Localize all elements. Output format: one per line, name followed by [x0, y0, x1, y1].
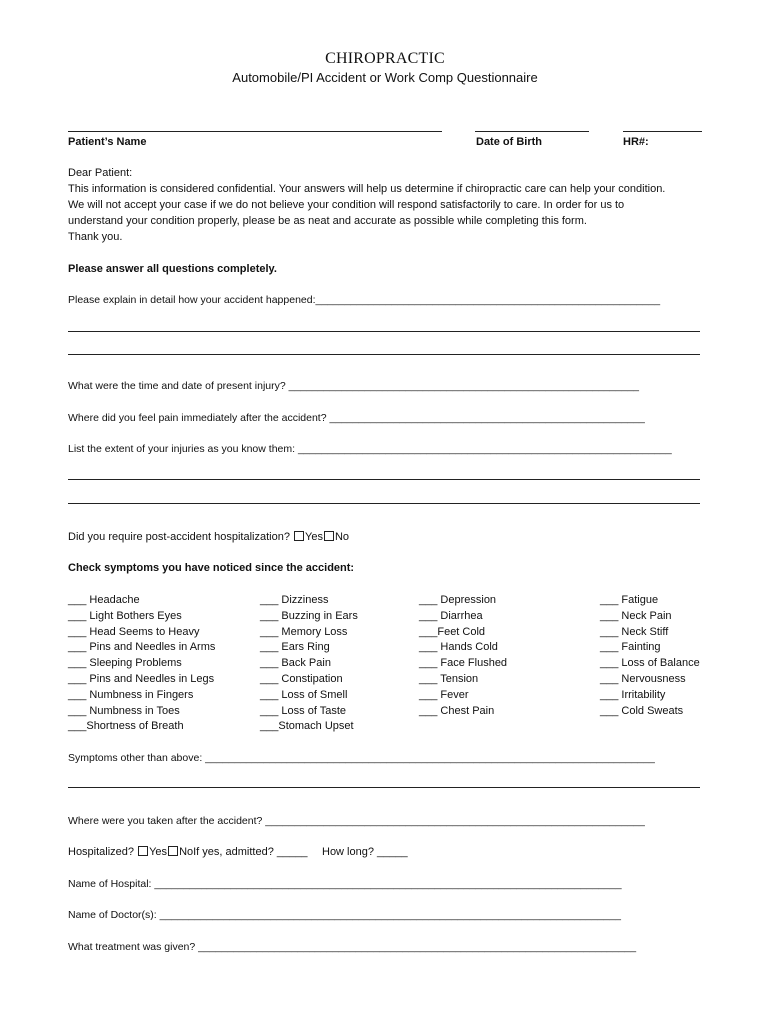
symptom-item[interactable]: ___ Tension [419, 673, 479, 685]
taken-where-question[interactable]: Where were you taken after the accident? _________________________________________________________________ [68, 815, 645, 827]
pain-where-question[interactable]: Where did you feel pain immediately after the accident? ______________________________________________________ [68, 412, 645, 424]
hospitalized-no-checkbox[interactable] [168, 846, 178, 856]
symptom-item[interactable]: ___ Nervousness [600, 673, 686, 685]
dob-field[interactable] [475, 131, 589, 132]
hospitalized-yes-label: Yes [149, 846, 168, 858]
symptoms-other-question[interactable]: Symptoms other than above: _____________________________________________________________________________ [68, 752, 655, 764]
hospitalization-no-checkbox[interactable] [324, 531, 334, 541]
instruction: Please answer all questions completely. [68, 263, 277, 275]
symptom-item[interactable]: ___Feet Cold [419, 625, 486, 638]
form-title: CHIROPRACTIC [325, 50, 445, 67]
symptom-item[interactable]: ___ Cold Sweats [600, 704, 684, 717]
treatment-question[interactable]: What treatment was given? ___________________________________________________________________________ [68, 941, 637, 953]
symptom-item[interactable]: ___ Back Pain [260, 657, 331, 670]
symptom-item[interactable]: ___ Fatigue [600, 594, 659, 606]
symptom-item[interactable]: ___ Sleeping Problems [68, 657, 182, 670]
hospitalized-question [68, 846, 307, 858]
accident-explain-question[interactable]: Please explain in detail how your accident happened:___________________________________________________________ [68, 294, 661, 306]
answer-line[interactable] [68, 503, 700, 504]
hospitalized-label: Hospitalized? [68, 846, 135, 858]
answer-line[interactable] [68, 787, 700, 788]
hospitalized-rest-label: NoIf yes, admitted? _____ [179, 846, 308, 858]
doctor-name-question[interactable]: Name of Doctor(s): _______________________________________________________________________________ [68, 909, 621, 921]
symptom-item[interactable]: ___ Diarrhea [419, 609, 483, 622]
hospitalized-yes-checkbox[interactable] [138, 846, 148, 856]
symptom-item[interactable]: ___ Irritability [600, 688, 666, 701]
intro-line-1: This information is considered confidential. Your answers will help us determine if chiropractic care can help your condition. [68, 183, 666, 195]
symptom-item[interactable]: ___ Numbness in Toes [68, 704, 180, 717]
patient-name-field[interactable] [68, 131, 442, 132]
symptom-item[interactable]: ___ Pins and Needles in Arms [68, 641, 216, 654]
hospitalization-label: Did you require post-accident hospitalization? [68, 531, 290, 543]
answer-line[interactable] [68, 479, 700, 480]
hr-field[interactable] [623, 131, 702, 132]
symptom-item[interactable]: ___ Loss of Smell [260, 688, 348, 701]
symptom-item[interactable]: ___Shortness of Breath [68, 720, 184, 733]
answer-line[interactable] [68, 331, 700, 332]
symptom-item[interactable]: ___ Buzzing in Ears [260, 609, 358, 622]
symptom-item[interactable]: ___ Light Bothers Eyes [68, 609, 182, 622]
hospitalization-yes-label: Yes [305, 531, 323, 543]
greeting: Dear Patient: [68, 167, 133, 179]
answer-line[interactable] [68, 354, 700, 355]
symptom-item[interactable]: ___ Memory Loss [260, 625, 348, 638]
hospitalization-yes-checkbox[interactable] [294, 531, 304, 541]
symptoms-heading: Check symptoms you have noticed since the accident: [68, 562, 355, 574]
symptom-item[interactable]: ___ Neck Pain [600, 609, 672, 622]
symptom-item[interactable]: ___ Headache [68, 594, 140, 606]
symptom-item[interactable]: ___Stomach Upset [260, 720, 354, 733]
hospitalization-question [68, 531, 349, 543]
hr-label: HR#: [623, 136, 649, 148]
symptom-item[interactable]: ___ Dizziness [260, 594, 329, 606]
symptom-item[interactable]: ___ Fainting [600, 641, 661, 654]
patient-name-label: Patient’s Name [68, 136, 147, 148]
symptom-item[interactable]: ___ Head Seems to Heavy [68, 625, 200, 638]
intro-line-3: understand your condition properly, please be as neat and accurate as possible while completing this form. [68, 215, 587, 227]
symptom-item[interactable]: ___ Fever [419, 688, 469, 701]
symptom-item[interactable]: ___ Numbness in Fingers [68, 688, 194, 701]
symptom-item[interactable]: ___ Ears Ring [260, 641, 330, 654]
extent-question[interactable]: List the extent of your injuries as you know them: ________________________________________________________________ [68, 443, 672, 455]
intro-line-2: We will not accept your case if we do not believe your condition will respond satisfactorily to care. In order for us to [68, 199, 625, 211]
symptom-item[interactable]: ___ Chest Pain [419, 704, 495, 717]
symptom-item[interactable]: ___ Constipation [260, 673, 343, 685]
hospital-name-question[interactable]: Name of Hospital: ________________________________________________________________________________ [68, 878, 622, 890]
symptom-item[interactable]: ___ Neck Stiff [600, 625, 669, 638]
hospitalization-no-label: No [334, 531, 350, 543]
dob-label: Date of Birth [476, 136, 542, 148]
intro-thanks: Thank you. [68, 231, 123, 243]
symptom-item[interactable]: ___ Depression [419, 594, 497, 606]
symptom-item[interactable]: ___ Pins and Needles in Legs [68, 673, 215, 685]
form-subtitle: Automobile/PI Accident or Work Comp Questionnaire [232, 70, 538, 85]
symptom-item[interactable]: ___ Hands Cold [419, 641, 498, 654]
how-long-question[interactable]: How long? _____ [322, 846, 408, 858]
time-date-question[interactable]: What were the time and date of present injury? ____________________________________________________________ [68, 380, 639, 392]
symptom-item[interactable]: ___ Face Flushed [419, 657, 508, 670]
symptom-item[interactable]: ___ Loss of Taste [260, 704, 347, 717]
symptom-item[interactable]: ___ Loss of Balance [600, 657, 700, 670]
